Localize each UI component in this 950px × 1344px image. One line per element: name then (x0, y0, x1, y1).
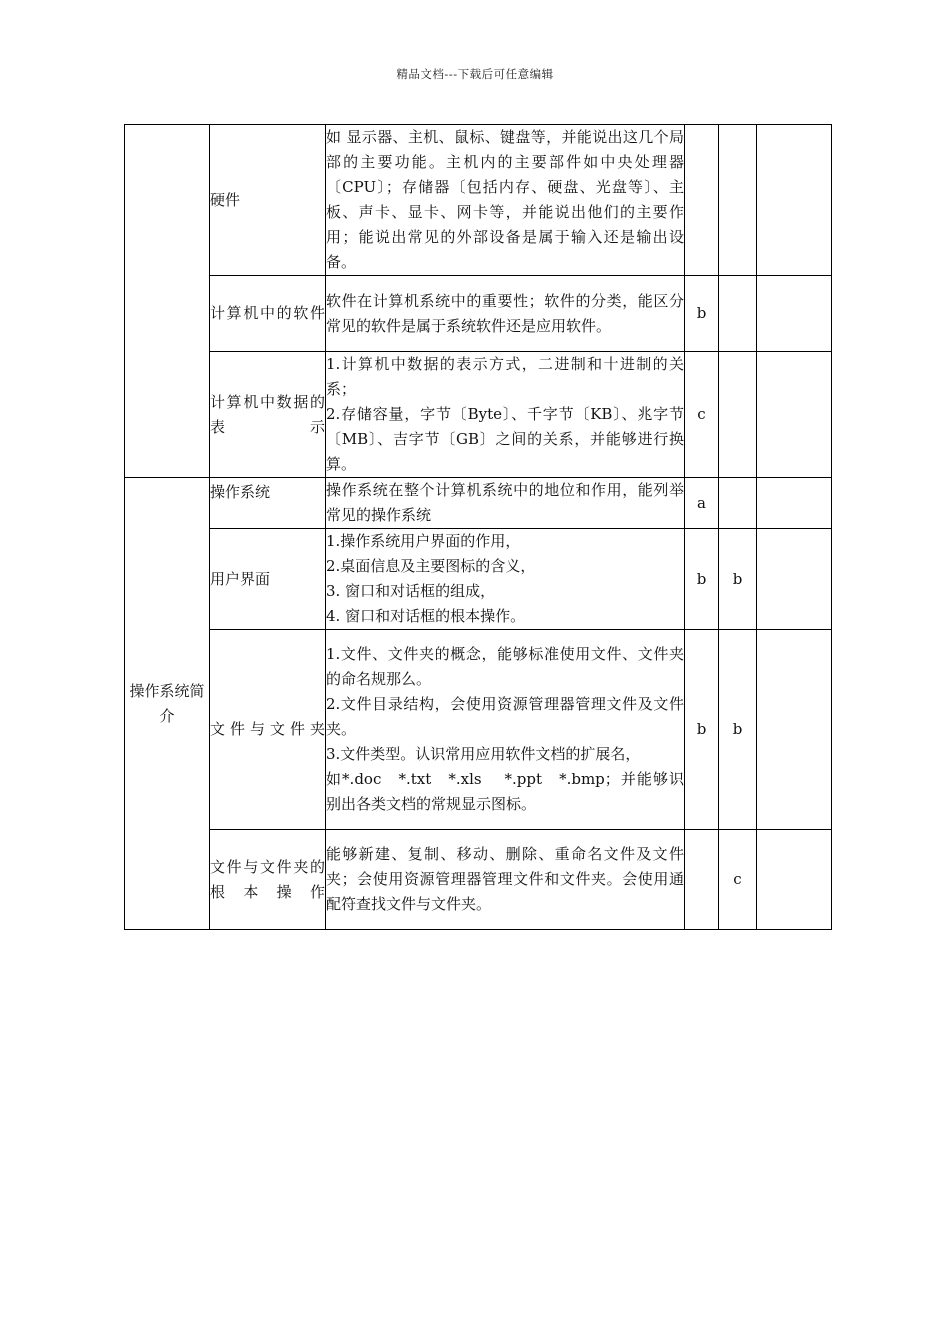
level-cell-3 (757, 276, 832, 352)
content-line: 1.操作系统用户界面的作用， (326, 532, 521, 550)
level-cell-1: a (685, 478, 719, 529)
module-cell: 操作系统简介 (125, 478, 210, 930)
table-row (125, 830, 832, 930)
level-cell-2 (719, 478, 757, 529)
page-header: 精品文档---下载后可任意编辑 (396, 67, 554, 81)
content-cell (326, 125, 685, 276)
content-line: 2.文件目录结构，会使用资源管理器管理文件及文件夹。 (326, 695, 684, 738)
content-line: 3.文件类型。认识常用应用软件文档的扩展名， (326, 745, 641, 763)
content-line: 4. 窗口和对话框的根本操作。 (326, 607, 526, 625)
content-cell (326, 529, 685, 630)
content-line: 软件在计算机系统中的重要性；软件的分类，能区分常见的软件是属于系统软件还是应用软件。 (326, 291, 684, 335)
topic-cell: 计算机中数据的表示 (210, 352, 326, 478)
level-cell-3 (757, 630, 832, 830)
level-cell-2: c (719, 830, 757, 930)
topic-cell: 计算机中的软件 (210, 276, 326, 352)
table-row (125, 352, 832, 478)
table-row (125, 529, 832, 630)
level-cell-2: b (719, 630, 757, 830)
level-cell-1: b (685, 630, 719, 830)
content-line: 2.存储容量，字节〔Byte〕、千字节〔KB〕、兆字节〔MB〕、吉字节〔GB〕之间的关系，并能够进行换算。 (326, 405, 684, 473)
content-line: 1.计算机中数据的表示方式，二进制和十进制的关系； (326, 355, 684, 398)
level-cell-2: b (719, 529, 757, 630)
topic-cell: 用户界面 (210, 529, 326, 630)
topic-cell: 硬件 (210, 125, 326, 276)
level-cell-2 (719, 276, 757, 352)
content-cell (326, 352, 685, 478)
level-cell-2 (719, 352, 757, 478)
module-cell (125, 125, 210, 478)
level-cell-3 (757, 352, 832, 478)
content-cell (326, 830, 685, 930)
content-line: 1.文件、文件夹的概念，能够标准使用文件、文件夹的命名规那么。 (326, 645, 684, 688)
table-row (125, 478, 832, 529)
table-row (125, 630, 832, 830)
level-cell-1 (685, 125, 719, 276)
content-line: 2.桌面信息及主要图标的含义， (326, 557, 536, 575)
content-cell (326, 478, 685, 529)
level-cell-1 (685, 830, 719, 930)
topic-cell: 操作系统 (210, 478, 326, 529)
table-row (125, 125, 832, 276)
content-line: 如*.doc *.txt *.xls *.ppt *.bmp；并能够识别出各类文档的常规显示图标。 (326, 770, 684, 813)
content-line: 操作系统在整个计算机系统中的地位和作用，能列举常见的操作系统 (326, 481, 684, 524)
content-line: 如 显示器、主机、鼠标、键盘等，并能说出这几个局部的主要功能。主机内的主要部件如中央处理器〔CPU〕；存储器〔包括内存、硬盘、光盘等〕、主板、声卡、显卡、网卡等，并能说出他们的主要作用；能说出常见的外部设备是属于输入还是输出设备。 (326, 128, 684, 271)
level-cell-1: b (685, 529, 719, 630)
level-cell-3 (757, 125, 832, 276)
syllabus-table (124, 124, 832, 930)
level-cell-3 (757, 529, 832, 630)
topic-cell: 文件与文件夹的根本操作 (210, 830, 326, 930)
content-line: 3. 窗口和对话框的组成， (326, 582, 496, 600)
table-row (125, 276, 832, 352)
content-cell (326, 276, 685, 352)
level-cell-1: c (685, 352, 719, 478)
level-cell-1: b (685, 276, 719, 352)
topic-cell: 文件与文件夹 (210, 630, 326, 830)
level-cell-3 (757, 478, 832, 529)
content-cell (326, 630, 685, 830)
level-cell-2 (719, 125, 757, 276)
level-cell-3 (757, 830, 832, 930)
content-line: 能够新建、复制、移动、删除、重命名文件及文件夹；会使用资源管理器管理文件和文件夹。会使用通配符查找文件与文件夹。 (326, 845, 684, 913)
